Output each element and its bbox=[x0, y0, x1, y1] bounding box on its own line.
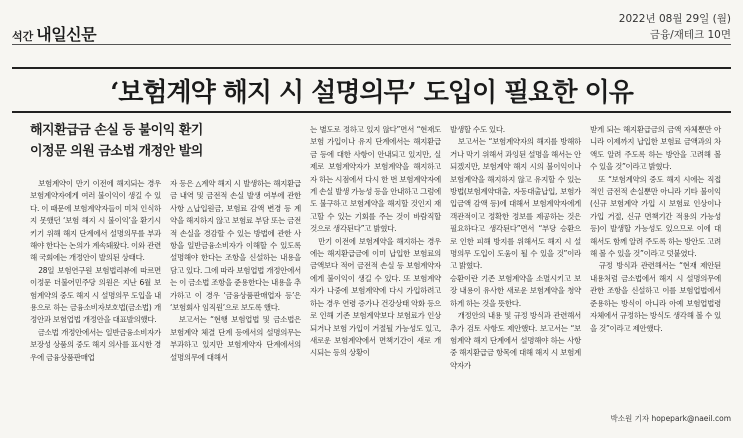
article-column-4: 발생할 수도 있다. 보고서는 “보험계약자의 해지를 방해하거나 막기 위해서 과잉된 설명을 해서는 안 되겠지만, 보험계약 해지 시의 불이익이나 보험계약을 해지하지 않고 유지할 수 있는 방법(보험계약대출, 자동대출납입, 보험가입금액 감액 등)에 대해서 보험계약자에게 객관적이고 정확한 정보를 제공하는 것은 필요하다고 생각된다”면서 “부당 승환으로 인한 피해 방지를 위해서도 해지 시 설명의무 도입이 도움이 될 수 있을 것”이라고 밝혔다. 승환이란 기존 보험계약을 소멸시키고 보장 내용이 유사한 새로운 보험계약을 청약하게 하는 것을 뜻한다. 개정안의 내용 및 규정 방식과 관련해서 추가 검토 사항도 제안했다. 보고서는 “보험계약 해지 단계에서 설명해야 하는 사항 중 해지환급금 항목에 대해 해지 시 보험계약자가 bbox=[450, 125, 581, 370]
issue-meta bbox=[619, 11, 731, 43]
article-subheads bbox=[30, 120, 270, 162]
newspaper-brand bbox=[12, 22, 96, 45]
masthead-divider bbox=[12, 44, 731, 45]
masthead bbox=[0, 0, 743, 44]
section-page: 금융/재테크 10면 bbox=[649, 29, 731, 41]
article-headline: ‘보험계약 해지 시 설명의무’ 도입이 필요한 이유 bbox=[12, 67, 731, 113]
newspaper-name: 내일신문 bbox=[36, 25, 97, 44]
subhead-1: 해지환급금 손실 등 불이익 환기 bbox=[30, 123, 203, 138]
article-column-3: 는 별도로 정하고 있지 않다”면서 “현재도 보험 가입이나 유지 단계에서는 해지환급금 등에 대한 사항이 안내되고 있지만, 실제로 보험계약자가 보험계약을 해지하고자 하는 시점에서 다시 한 번 보험계약자에게 손실 발생 가능성 등을 안내하고 그럼에도 불구하고 보험계약을 해지할 것인지 재고할 수 있는 기회를 주는 것이 바람직할 것으로 생각된다”고 밝혔다. 만기 이전에 보험계약을 해지하는 경우에는 해지환급금에 이미 납입한 보험료의 금액보다 적어 금전적 손실 등 보험계약자에게 불이익이 생길 수 있다. 또 보험계약자가 나중에 보험계약에 다시 가입하려고 하는 경우 연령 증가나 건강상태 악화 등으로 인해 기존 보험계약보다 보험료가 인상되거나 보험 가입이 거절될 가능성도 있고, 새로운 보험계약에서 면책기간이 새로 개시되는 등의 상황이 bbox=[310, 125, 441, 358]
article-column-1: 보험계약이 만기 이전에 해지되는 경우 보험계약자에게 여러 불이익이 생길 수 있다. 이 때문에 보험계약자들이 미처 인식하지 못했던 ‘보험 해지 시 불이익’을 환기시키기 위해 해지 단계에서 설명의무를 부과해야 한다는 논의가 계속돼왔다. 이와 관련해 국회에는 개정안이 발의된 상태다. 28일 보험연구원 보험법리뷰에 따르면 이정문 더불어민주당 의원은 지난 6월 보험계약의 중도 해지 시 설명의무 도입을 내용으로 하는 금융소비자보호법(금소법) 개정안과 보험업법 개정안을 대표발의했다. 금소법 개정안에서는 일반금융소비자가 보장성 상품의 중도 해지 의사를 표시한 경우에 금융상품판매업 bbox=[30, 179, 161, 362]
edition-label: 석간 bbox=[12, 30, 34, 43]
article-column-5: 받게 되는 해지환급금의 금액 자체뿐만 아니라 이제까지 납입한 보험료 금액과의 차액도 알려 주도록 하는 방안을 고려해 볼 수 있을 것”이라고 밝혔다. 또 “보험계약의 중도 해지 시에는 직접적인 금전적 손실뿐만 아니라 기타 불이익(신규 보험계약 가입 시 보험료 인상이나 가입 거절, 신규 면책기간 적용의 가능성 등)이 발생할 가능성도 있으므로 이에 대해서도 함께 알려 주도록 하는 방안도 고려해 볼 수 있을 것”이라고 덧붙였다. 규정 방식과 관련해서는 “현재 제안된 내용처럼 금소법에서 해지 시 설명의무에 관한 조항을 신설하고 이를 보험업법에서 준용하는 방식이 아니라 아예 보험업법령 자체에서 규정하는 방식도 생각해 볼 수 있을 것”이라고 제안했다. bbox=[590, 125, 721, 333]
subhead-2: 이정문 의원 금소법 개정안 발의 bbox=[30, 144, 203, 159]
issue-date: 2022년 08월 29일 (월) bbox=[618, 13, 731, 25]
article-column-2: 자 등은 △계약 해지 시 발생하는 해지환급금 내역 및 금전적 손실 발생 여부에 관한 사항 △납입원금, 보험료 감액 변경 등 계약을 해지하지 않고 보험료 부담 또는 금전적 손실을 경감할 수 있는 방법에 관한 사항을 일반금융소비자가 이해할 수 있도록 설명해야 한다는 조항을 신설하는 내용을 담고 있다. 그에 따라 보험업법 개정안에서는 이 금소법 조항을 준용한다는 내용을 추가하고 이 경우 ‘금융상품판매업자 등’은 ‘보험회사 임직원’으로 보도록 했다. 보고서는 “현행 보험업법 및 금소법은 보험계약 체결 단계 등에서의 설명의무는 부과하고 있지만 보험계약자 단계에서의 설명의무에 대해서 bbox=[170, 179, 301, 362]
author-byline: 박소원 기자 hopepark@naeil.com bbox=[610, 414, 731, 423]
